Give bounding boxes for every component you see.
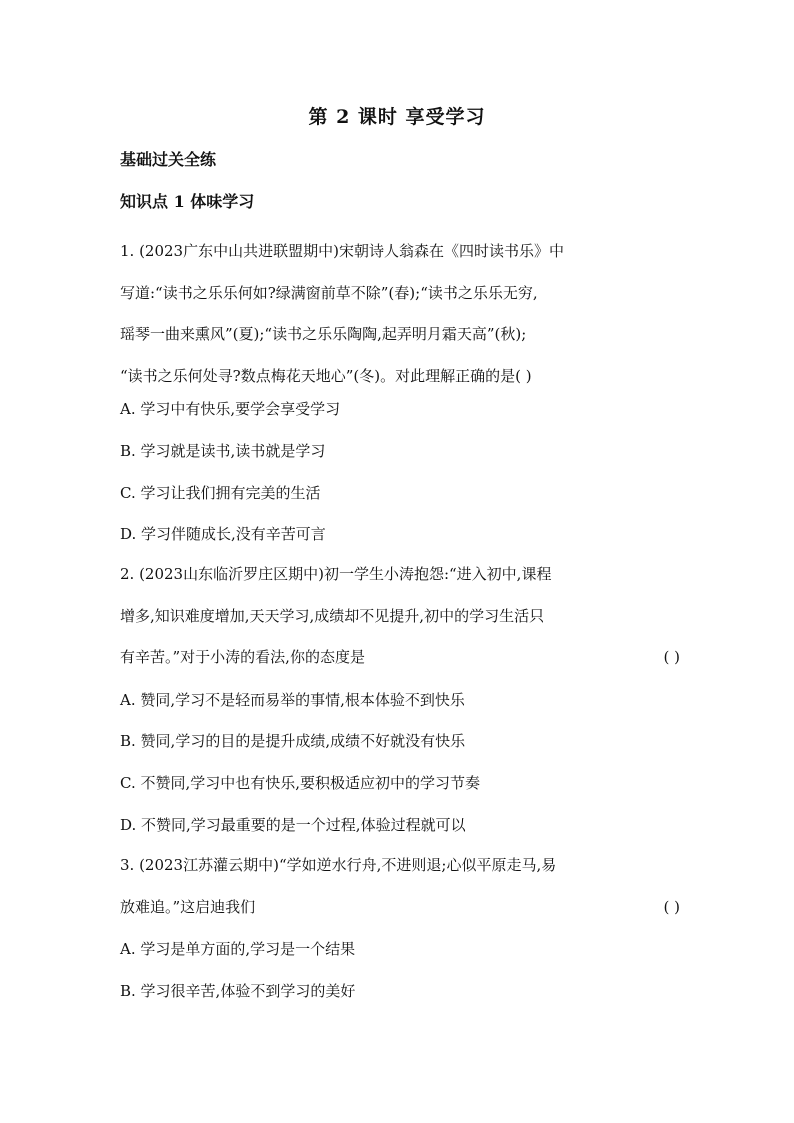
question-1-line-4: “读书之乐何处寻?数点梅花天地心”(冬)。对此理解正确的是( ) — [120, 366, 532, 385]
question-3-line-2 — [120, 887, 680, 929]
question-1-line-2: 写道:“读书之乐乐何如?绿满窗前草不除”(春);“读书之乐乐无穷, — [120, 283, 538, 302]
question-2-line-1: 2. (2023山东临沂罗庄区期中)初一学生小涛抱怨:“进入初中,课程 — [120, 565, 552, 583]
question-2-option-d: D. 不赞同,学习最重要的是一个过程,体验过程就可以 — [120, 816, 466, 834]
question-1-stem — [120, 231, 680, 397]
question-2-option-c: C. 不赞同,学习中也有快乐,要积极适应初中的学习节奏 — [120, 774, 481, 792]
question-3-option-a: A. 学习是单方面的,学习是一个结果 — [120, 940, 356, 958]
question-2-line-3-text: 有辛苦。”对于小涛的看法,你的态度是 — [120, 648, 365, 666]
question-3-option-b: B. 学习很辛苦,体验不到学习的美好 — [120, 982, 356, 1000]
section-heading: 基础过关全练 — [120, 150, 217, 169]
knowledge-point-heading: 知识点 1 体味学习 — [120, 192, 255, 211]
question-2-stem — [120, 554, 680, 679]
lesson-title: 第 2 课时 享受学习 — [308, 106, 486, 128]
question-3-answer-bracket: ( ) — [663, 897, 680, 916]
question-1-option-a: A. 学习中有快乐,要学会享受学习 — [120, 400, 341, 418]
question-1-option-c: C. 学习让我们拥有完美的生活 — [120, 484, 321, 502]
question-2-option-a: A. 赞同,学习不是轻而易举的事情,根本体验不到快乐 — [120, 691, 465, 709]
question-2-line-2: 增多,知识难度增加,天天学习,成绩却不见提升,初中的学习生活只 — [120, 606, 545, 625]
question-2-option-b: B. 赞同,学习的目的是提升成绩,成绩不好就没有快乐 — [120, 732, 466, 750]
question-1-option-d: D. 学习伴随成长,没有辛苦可言 — [120, 525, 326, 543]
question-2-line-3 — [120, 637, 680, 679]
question-1-line-3: 瑶琴一曲来熏风”(夏);“读书之乐乐陶陶,起弄明月霜天高”(秋); — [120, 325, 527, 343]
question-3-line-2-text: 放难追。”这启迪我们 — [120, 897, 256, 916]
question-2-answer-bracket: ( ) — [663, 648, 680, 666]
question-3-stem — [120, 845, 680, 928]
question-1-option-b: B. 学习就是读书,读书就是学习 — [120, 442, 326, 460]
question-3-line-1: 3. (2023江苏灌云期中)“学如逆水行舟,不进则退;心似平原走马,易 — [120, 856, 557, 874]
question-1-line-1: 1. (2023广东中山共进联盟期中)宋朝诗人翁森在《四时读书乐》中 — [120, 242, 564, 260]
